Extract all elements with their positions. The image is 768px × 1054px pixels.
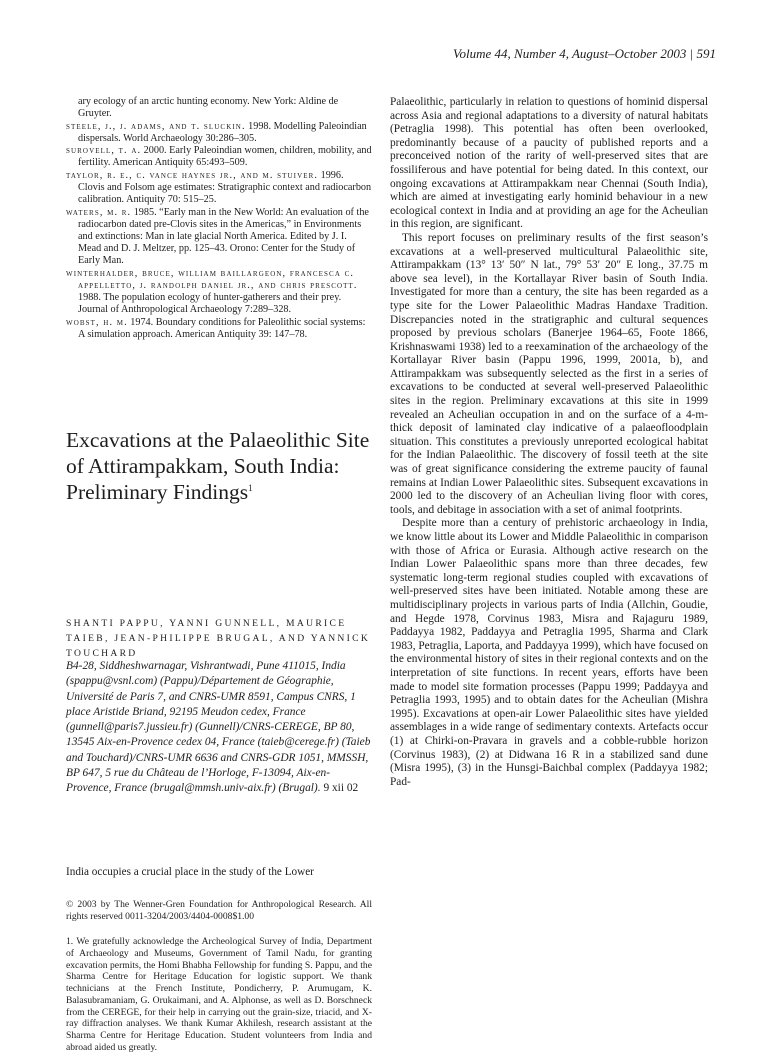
- left-column: [66, 96, 372, 1053]
- reference-entry: [66, 317, 372, 341]
- body-paragraph: Despite more than a century of prehistoric archaeology in India, we know little about its Lower and Middle Palaeolithic in comparison with those of Africa or Eurasia. Although active research on the Indian Lower Palaeolithic spans more than three decades, few systematic long-term regional studies coupled with excavations of well-preserved sites have been initiated. Notable among these are multidisciplinary projects in various parts of India (Allchin, Goudie, and Hegde 1978, Corvinus 1983, Misra and Rajaguru 1989, Paddayya 1982, Paddayya and Petraglia 1995, Sharma and Clark 1983, Petraglia, Laporta, and Paddayya 1999), which have focused on the environmental history of sites in their regional contexts and on the interpretation of site functions. In recent years, efforts have been made to model site formation processes (Pappu 1999; Paddayya and Petraglia 1993, 1995) and to obtain dates for the Acheulian (Mishra 1995). Excavations at open-air Lower Palaeolithic sites have yielded assemblages in a wide range of sedimentary contexts. Artefacts occur (1) at Chirki-on-Pravara in gravels and a cobble-rubble horizon (Corvinus 1983), (2) at Didwana 16 R in a stabilized sand dune (Misra 1995), (3) in the Hunsgi-Baichbal complex (Paddayya 1982; Pad-: [390, 517, 708, 788]
- reference-entry: [66, 96, 372, 120]
- title-footnote-marker: 1: [248, 482, 253, 493]
- article-title: [66, 427, 386, 505]
- right-column: [390, 96, 708, 789]
- received-date: 9 xii 02: [323, 782, 359, 795]
- reference-authors: waters, m. r.: [66, 206, 132, 218]
- reference-authors: steele, j., j. adams, and t. sluckin.: [66, 120, 246, 132]
- reference-entry: [66, 268, 372, 316]
- reference-text: 1988. The population ecology of hunter-gatherers and their prey. Journal of Anthropological Archaeology 7:289–328.: [78, 292, 342, 316]
- reference-entry: [66, 121, 372, 145]
- reference-entry: [66, 207, 372, 267]
- reference-text: 1996. Clovis and Folsom age estimates: Stratigraphic context and radiocarbon calibration. Antiquity 70: 515–25.: [78, 170, 372, 206]
- author-affiliations: [66, 659, 372, 797]
- reference-text: 2000. Early Paleoindian women, children, mobility, and fertility. American Antiquity 65:493–509.: [78, 145, 372, 169]
- reference-authors: winterhalder, bruce, william baillargeon, francesca c. appelletto, j. randolph daniel jr., and chris prescott.: [66, 267, 358, 291]
- reference-entry: [66, 145, 372, 169]
- article-title-text: Excavations at the Palaeolithic Site of Attirampakkam, South India: Preliminary Findings: [66, 428, 370, 504]
- abstract-intro: India occupies a crucial place in the study of the Lower: [66, 866, 314, 878]
- reference-authors: wobst, h. m.: [66, 316, 128, 328]
- reference-authors: taylor, r. e., c. vance haynes jr., and m. stuiver.: [66, 170, 319, 182]
- copyright-notice: © 2003 by The Wenner-Gren Foundation for Anthropological Research. All rights reserved 0011-3204/2003/4404-0008$1.00: [66, 899, 372, 922]
- running-head: Volume 44, Number 4, August–October 2003 | 591: [453, 46, 716, 61]
- reference-text: 1974. Boundary conditions for Paleolithic social systems: A simulation approach. American Antiquity 39: 147–78.: [78, 316, 366, 340]
- body-paragraph: This report focuses on preliminary results of the first season’s excavations at a well-preserved multicultural Palaeolithic site, Attirampakkam (13° 13′ 50″ N lat., 79° 53′ 20″ E long., 37.75 m above sea level), in the Kortallayar River basin of South India. Investigated for more than a century, the site has been regarded as a type site for the Lower Palaeolithic Madras Handaxe Tradition. Discrepancies noted in the stratigraphic and cultural sequences proposed by previous scholars (Banerjee 1964–65, Foote 1866, Krishnaswami 1938) led to a reexamination of the archaeology of the Kortallayar River basin (Pappu 1996, 1999, 2001a, b), and Attirampakkam was subsequently selected as the first in a series of excavations to be conducted at several well-preserved Palaeolithic sites in the region. Preliminary excavations at this site in 1999 revealed an Acheulian occupation in and on the surface of a 4-m-thick deposit of laminated clay indicative of a palaeofloodplain situation. This constitutes a previously unreported ecological habitat for the Indian Palaeolithic. The discovery of fossil teeth at the site was of great significance considering the extreme paucity of faunal remains at Indian Lower Palaeolithic sites. Subsequent excavations in 2000 led to the discovery of an Acheulian living floor with cores, tools, and debitage in association with a set of animal footprints.: [390, 231, 708, 516]
- body-paragraph: Palaeolithic, particularly in relation to questions of hominid dispersal across Asia and regional adaptations to a diversity of natural habitats (Petraglia 1998). This potential has often been overlooked, predominantly because of a paucity of published reports and a preconceived notion of the rarity of well-preserved sites that are fossiliferous and have potential for being dated. In this context, our ongoing excavations at Attirampakkam near Chennai (South India), which are aimed at investigating early hominid behaviour in a new ecological context in India and at providing an age for the Acheulian in this region, are significant.: [390, 96, 708, 231]
- reference-authors: surovell, t. a.: [66, 145, 142, 157]
- acknowledgement-footnote: 1. We gratefully acknowledge the Archeological Survey of India, Department of Archaeology and Museums, Government of Tamil Nadu, for granting excavation permits, the Homi Bhabha Fellowship for funding S. Pappu, and the Sharma Centre for Heritage Education for logistic support. We thank technicians at the French Institute, Pondicherry, P. Arumugam, K. Balasubramaniam, G. Orukaimani, and A. Alphonse, as well as D. Borschneck from the CEREGE, for their help in carrying out the grain-size, triacid, and X-ray diffraction analyses. We thank Kumar Akhilesh, research assistant at the Sharma Centre for Heritage Education. Student volunteers from India and abroad aided us greatly.: [66, 936, 372, 1053]
- affiliation-text: B4-28, Siddheshwarnagar, Vishrantwadi, Pune 411015, India (spappu@vsnl.com) (Pappu)/Département de Géographie, Université de Paris 7, and CNRS-UMR 8591, Campus CNRS, 1 place Aristide Briand, 92195 Meudon cedex, France (gunnell@paris7.jussieu.fr) (Gunnell)/CNRS-CEREGE, BP 80, 13545 Aix-en-Provence cedex 04, France (taieb@cerege.fr) (Taieb and Touchard)/CNRS-UMR 6636 and CNRS-GDR 1051, MMSSH, BP 647, 5 rue du Château de l’Horloge, F-13094, Aix-en-Provence, France (brugal@mmsh.univ-aix.fr) (Brugal).: [66, 660, 371, 795]
- reference-entry: [66, 170, 372, 206]
- article-authors: SHANTI PAPPU, YANNI GUNNELL, MAURICE TAIEB, JEAN-PHILIPPE BRUGAL, AND YANNICK TOUCHARD: [66, 618, 371, 659]
- reference-list: [66, 96, 372, 341]
- reference-text: 1985. “Early man in the New World: An evaluation of the radiocarbon dated pre-Clovis sites in the Americas,” in Environments and extinctions: Man in late glacial North America. Edited by J. I. Mead and D. J. Meltzer, pp. 125–43. Orono: Center for the Study of Early Man.: [78, 206, 369, 267]
- reference-text: ary ecology of an arctic hunting economy. New York: Aldine de Gruyter.: [78, 96, 339, 120]
- reference-text: 1998. Modelling Paleoindian dispersals. World Archaeology 30:286–305.: [78, 120, 367, 144]
